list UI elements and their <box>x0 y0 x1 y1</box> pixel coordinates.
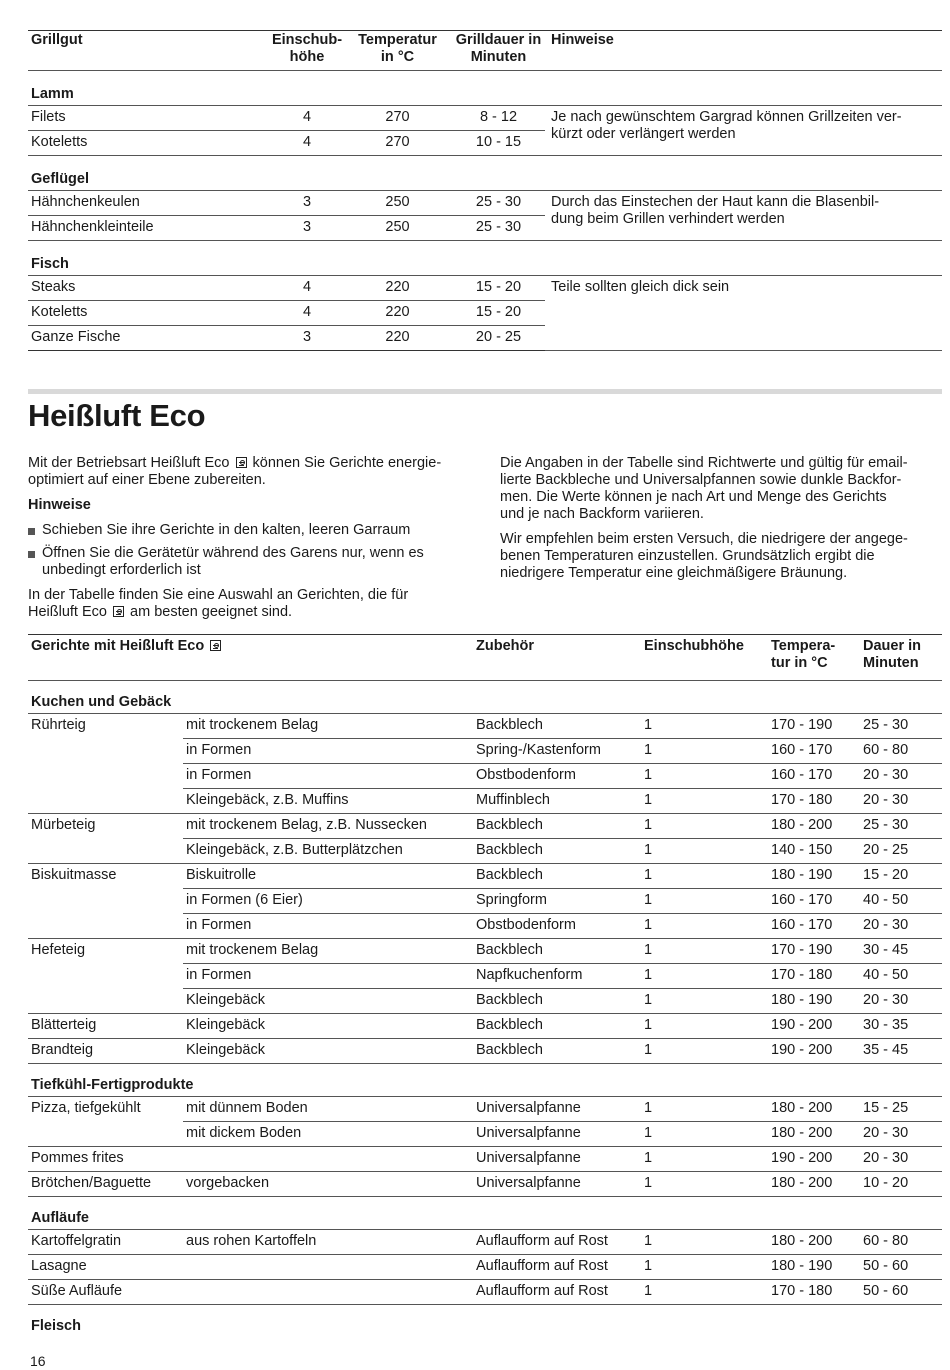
variant: mit trockenem Belag <box>183 939 473 964</box>
duration: 40 - 50 <box>860 889 942 914</box>
accessory: Napfkuchenform <box>473 964 641 989</box>
group-title: Lamm <box>28 71 942 106</box>
rack-level: 1 <box>641 889 768 914</box>
variant: mit dickem Boden <box>183 1122 473 1147</box>
dish-name: Rührteig <box>31 717 86 733</box>
variant: Kleingebäck <box>183 989 473 1014</box>
table-row <box>28 1014 942 1039</box>
table-row <box>28 764 942 789</box>
accessory: Backblech <box>473 1039 641 1064</box>
hint-item <box>28 545 478 579</box>
page-number: 16 <box>30 1353 46 1369</box>
duration: 20 - 30 <box>860 789 942 814</box>
hint-text: Teile sollten gleich dick sein <box>545 276 942 351</box>
temperature: 190 - 200 <box>768 1147 860 1172</box>
temperature: 170 - 180 <box>768 789 860 814</box>
temperature: 270 <box>343 106 449 131</box>
grill-group-header <box>28 156 942 191</box>
rack-level: 1 <box>641 1039 768 1064</box>
rack-level: 3 <box>268 326 343 351</box>
temperature: 220 <box>343 301 449 326</box>
table-row <box>28 1230 942 1255</box>
temperature: 180 - 190 <box>768 989 860 1014</box>
accessory: Auflaufform auf Rost <box>473 1230 641 1255</box>
table-row <box>28 914 942 939</box>
header-temperatur: Tempera- tur in °C <box>768 635 860 681</box>
hot-air-eco-icon <box>210 640 221 651</box>
header-temperatur: Temperatur in °C <box>343 31 449 71</box>
group-title: Fisch <box>28 241 942 276</box>
dish-name: Brandteig <box>28 1039 183 1064</box>
temperature: 180 - 200 <box>768 1172 860 1197</box>
table-row <box>28 989 942 1014</box>
grill-group-header <box>28 71 942 106</box>
accessory: Universalpfanne <box>473 1172 641 1197</box>
rack-level: 1 <box>641 814 768 839</box>
rack-level: 4 <box>268 131 343 156</box>
accessory: Backblech <box>473 939 641 964</box>
dish-name: Pizza, tiefgekühlt <box>31 1100 141 1116</box>
dish-name: Lasagne <box>28 1255 183 1280</box>
variant: in Formen <box>183 739 473 764</box>
temperature: 220 <box>343 326 449 351</box>
dish-name <box>28 839 183 864</box>
variant: in Formen (6 Eier) <box>183 889 473 914</box>
dish-name <box>28 889 183 914</box>
table-row <box>28 1147 942 1172</box>
header-dauer: Dauer in Minuten <box>860 635 942 681</box>
accessory: Muffinblech <box>473 789 641 814</box>
table-row <box>28 1039 942 1064</box>
table-row <box>28 1172 942 1197</box>
intro-right-column <box>500 455 942 590</box>
variant <box>183 1280 473 1305</box>
table-row <box>28 964 942 989</box>
item-name: Filets <box>28 106 268 131</box>
temperature: 160 - 170 <box>768 764 860 789</box>
duration: 40 - 50 <box>860 964 942 989</box>
duration: 25 - 30 <box>449 191 545 216</box>
rack-level: 3 <box>268 216 343 241</box>
dish-name <box>28 1122 183 1147</box>
accessory: Backblech <box>473 814 641 839</box>
duration: 10 - 20 <box>860 1172 942 1197</box>
group-title: Kuchen und Gebäck <box>28 681 942 714</box>
group-title: Geflügel <box>28 156 942 191</box>
accessory: Backblech <box>473 714 641 739</box>
hint-text: Je nach gewünschtem Gargrad können Grillzeiten ver- kürzt oder verlängert werden <box>545 106 942 156</box>
item-name: Hähnchenkleinteile <box>28 216 268 241</box>
temperature: 190 - 200 <box>768 1039 860 1064</box>
accessory: Universalpfanne <box>473 1097 641 1122</box>
variant: Kleingebäck <box>183 1014 473 1039</box>
rack-level: 3 <box>268 191 343 216</box>
duration: 25 - 30 <box>860 714 942 739</box>
dish-name <box>28 764 183 789</box>
duration: 50 - 60 <box>860 1255 942 1280</box>
dish-name: Biskuitmasse <box>31 867 117 883</box>
accessory: Backblech <box>473 989 641 1014</box>
grill-group <box>28 241 942 351</box>
intro-text-b: können Sie Gerichte energie- optimiert auf einer Ebene zubereiten. <box>28 455 442 488</box>
header-gerichte-label: Gerichte mit Heißluft Eco <box>31 638 205 654</box>
square-bullet-icon <box>28 551 35 558</box>
duration: 60 - 80 <box>860 739 942 764</box>
dish-name: Brötchen/Baguette <box>28 1172 183 1197</box>
rack-level: 1 <box>641 714 768 739</box>
accessory: Spring-/Kastenform <box>473 739 641 764</box>
variant: mit trockenem Belag, z.B. Nussecken <box>183 814 473 839</box>
temperature: 220 <box>343 276 449 301</box>
accessory: Obstbodenform <box>473 764 641 789</box>
right-paragraph-1: Die Angaben in der Tabelle sind Richtwerte und gültig für email- lierte Backbleche und Universalpfannen sowie dunkle Backfor- men. Die Werte können je nach Art und Menge des Gerichts und je nach Backform variieren. <box>500 455 908 522</box>
table-row <box>28 839 942 864</box>
accessory: Springform <box>473 889 641 914</box>
variant: Biskuitrolle <box>183 864 473 889</box>
eco-table-header <box>28 635 942 681</box>
temperature: 160 - 170 <box>768 914 860 939</box>
temperature: 170 - 180 <box>768 1280 860 1305</box>
grill-group <box>28 71 942 156</box>
variant: in Formen <box>183 914 473 939</box>
temperature: 160 - 170 <box>768 739 860 764</box>
eco-group <box>28 1305 942 1338</box>
rack-level: 1 <box>641 939 768 964</box>
temperature: 180 - 200 <box>768 1122 860 1147</box>
variant: in Formen <box>183 764 473 789</box>
rack-level: 1 <box>641 864 768 889</box>
rack-level: 1 <box>641 1255 768 1280</box>
grill-group <box>28 156 942 241</box>
item-name: Koteletts <box>28 131 268 156</box>
rack-level: 1 <box>641 1280 768 1305</box>
duration: 20 - 30 <box>860 914 942 939</box>
duration: 15 - 20 <box>860 864 942 889</box>
temperature: 160 - 170 <box>768 889 860 914</box>
rack-level: 1 <box>641 1147 768 1172</box>
dish-name: Mürbeteig <box>31 817 96 833</box>
hint-text: Schieben Sie ihre Gerichte in den kalten, leeren Garraum <box>42 522 411 538</box>
right-paragraph-2: Wir empfehlen beim ersten Versuch, die niedrigere der angege- benen Temperaturen einzustellen. Grundsätzlich ergibt die niedrigere Temperatur eine gleichmäßigere Bräunung. <box>500 531 908 581</box>
group-title: Tiefkühl-Fertigprodukte <box>28 1064 942 1097</box>
rack-level: 1 <box>641 964 768 989</box>
hint-text: Durch das Einstechen der Haut kann die Blasenbil- dung beim Grillen verhindert werden <box>545 191 942 241</box>
table-row <box>28 714 942 739</box>
group-title: Aufläufe <box>28 1197 942 1230</box>
accessory: Backblech <box>473 1014 641 1039</box>
temperature: 250 <box>343 191 449 216</box>
duration: 20 - 30 <box>860 1122 942 1147</box>
rack-level: 4 <box>268 106 343 131</box>
accessory: Obstbodenform <box>473 914 641 939</box>
header-grilldauer: Grilldauer in Minuten <box>449 31 545 71</box>
square-bullet-icon <box>28 528 35 535</box>
header-hinweise: Hinweise <box>545 31 942 71</box>
item-name: Steaks <box>28 276 268 301</box>
rack-level: 1 <box>641 1122 768 1147</box>
rack-level: 1 <box>641 739 768 764</box>
group-title: Fleisch <box>31 1318 81 1334</box>
accessory: Backblech <box>473 864 641 889</box>
hot-air-eco-icon <box>113 606 124 617</box>
accessory: Auflaufform auf Rost <box>473 1255 641 1280</box>
table-row <box>28 1280 942 1305</box>
intro-paragraph <box>28 455 478 489</box>
section-title: Heißluft Eco <box>28 398 206 433</box>
temperature: 180 - 200 <box>768 814 860 839</box>
variant: mit dünnem Boden <box>183 1097 473 1122</box>
duration: 50 - 60 <box>860 1280 942 1305</box>
variant: in Formen <box>183 964 473 989</box>
grill-group-header <box>28 241 942 276</box>
temperature: 190 - 200 <box>768 1014 860 1039</box>
dish-name: Süße Aufläufe <box>28 1280 183 1305</box>
rack-level: 1 <box>641 839 768 864</box>
table-row <box>28 939 942 964</box>
accessory: Universalpfanne <box>473 1147 641 1172</box>
dish-name: Hefeteig <box>31 942 86 958</box>
table-note-a: In der Tabelle finden Sie eine Auswahl an Gerichten, die für Heißluft Eco <box>28 587 409 620</box>
rack-level: 1 <box>641 1097 768 1122</box>
intro-text-a: Mit der Betriebsart Heißluft Eco <box>28 455 230 471</box>
table-row <box>28 106 942 131</box>
variant: vorgebacken <box>183 1172 473 1197</box>
rack-level: 1 <box>641 914 768 939</box>
variant: Kleingebäck, z.B. Muffins <box>183 789 473 814</box>
rack-level: 4 <box>268 276 343 301</box>
table-row <box>28 1122 942 1147</box>
dish-name <box>28 989 183 1014</box>
rack-level: 1 <box>641 764 768 789</box>
table-row <box>28 276 942 301</box>
variant: Kleingebäck, z.B. Butterplätzchen <box>183 839 473 864</box>
table-row <box>28 814 942 839</box>
rack-level: 4 <box>268 301 343 326</box>
eco-table <box>28 634 942 1337</box>
dish-name: Pommes frites <box>28 1147 183 1172</box>
table-row <box>28 739 942 764</box>
temperature: 250 <box>343 216 449 241</box>
eco-group-header <box>28 1197 942 1230</box>
rack-level: 1 <box>641 789 768 814</box>
duration: 15 - 25 <box>860 1097 942 1122</box>
table-note <box>28 587 478 621</box>
table-note-b: am besten geeignet sind. <box>130 604 293 620</box>
table-row <box>28 889 942 914</box>
duration: 20 - 30 <box>860 764 942 789</box>
duration: 25 - 30 <box>860 814 942 839</box>
table-row <box>28 1255 942 1280</box>
eco-group-header <box>28 681 942 714</box>
dish-name: Blätterteig <box>28 1014 183 1039</box>
grill-table <box>28 30 942 351</box>
rack-level: 1 <box>641 1172 768 1197</box>
variant: aus rohen Kartoffeln <box>183 1230 473 1255</box>
duration: 30 - 35 <box>860 1014 942 1039</box>
duration: 15 - 20 <box>449 276 545 301</box>
grill-table-header <box>28 31 942 71</box>
variant <box>183 1255 473 1280</box>
temperature: 180 - 190 <box>768 1255 860 1280</box>
hint-text: Öffnen Sie die Gerätetür während des Garens nur, wenn es unbedingt erforderlich ist <box>42 545 424 578</box>
duration: 30 - 45 <box>860 939 942 964</box>
eco-group <box>28 681 942 1064</box>
accessory: Auflaufform auf Rost <box>473 1280 641 1305</box>
temperature: 170 - 190 <box>768 939 860 964</box>
temperature: 180 - 200 <box>768 1097 860 1122</box>
temperature: 140 - 150 <box>768 839 860 864</box>
rack-level: 1 <box>641 1230 768 1255</box>
duration: 20 - 30 <box>860 1147 942 1172</box>
intro-left-column <box>28 455 478 629</box>
dish-name <box>28 789 183 814</box>
header-zubehoer: Zubehör <box>473 635 641 681</box>
variant <box>183 1147 473 1172</box>
variant: mit trockenem Belag <box>183 714 473 739</box>
duration: 60 - 80 <box>860 1230 942 1255</box>
temperature: 180 - 190 <box>768 864 860 889</box>
table-row <box>28 864 942 889</box>
dish-name <box>28 914 183 939</box>
accessory: Backblech <box>473 839 641 864</box>
hints-list <box>28 522 478 579</box>
eco-group <box>28 1064 942 1197</box>
duration: 20 - 30 <box>860 989 942 1014</box>
item-name: Hähnchenkeulen <box>28 191 268 216</box>
duration: 35 - 45 <box>860 1039 942 1064</box>
header-grillgut: Grillgut <box>28 31 268 71</box>
header-einschubhoehe: Einschub- höhe <box>268 31 343 71</box>
dish-name <box>28 739 183 764</box>
temperature: 180 - 200 <box>768 1230 860 1255</box>
dish-name <box>28 964 183 989</box>
rack-level: 1 <box>641 1014 768 1039</box>
table-row <box>28 191 942 216</box>
rack-level: 1 <box>641 989 768 1014</box>
hints-heading: Hinweise <box>28 497 91 513</box>
eco-group-header <box>28 1064 942 1097</box>
duration: 25 - 30 <box>449 216 545 241</box>
eco-group-header <box>28 1305 942 1338</box>
header-einschubhoehe: Einschubhöhe <box>641 635 768 681</box>
accessory: Universalpfanne <box>473 1122 641 1147</box>
duration: 10 - 15 <box>449 131 545 156</box>
section-divider <box>28 389 942 394</box>
eco-group <box>28 1197 942 1305</box>
hint-item <box>28 522 478 539</box>
item-name: Koteletts <box>28 301 268 326</box>
duration: 20 - 25 <box>449 326 545 351</box>
header-gerichte <box>28 635 473 681</box>
table-row <box>28 1097 942 1122</box>
hot-air-eco-icon <box>236 457 247 468</box>
temperature: 170 - 180 <box>768 964 860 989</box>
variant: Kleingebäck <box>183 1039 473 1064</box>
duration: 15 - 20 <box>449 301 545 326</box>
table-row <box>28 789 942 814</box>
duration: 20 - 25 <box>860 839 942 864</box>
dish-name: Kartoffelgratin <box>28 1230 183 1255</box>
item-name: Ganze Fische <box>28 326 268 351</box>
temperature: 170 - 190 <box>768 714 860 739</box>
temperature: 270 <box>343 131 449 156</box>
duration: 8 - 12 <box>449 106 545 131</box>
